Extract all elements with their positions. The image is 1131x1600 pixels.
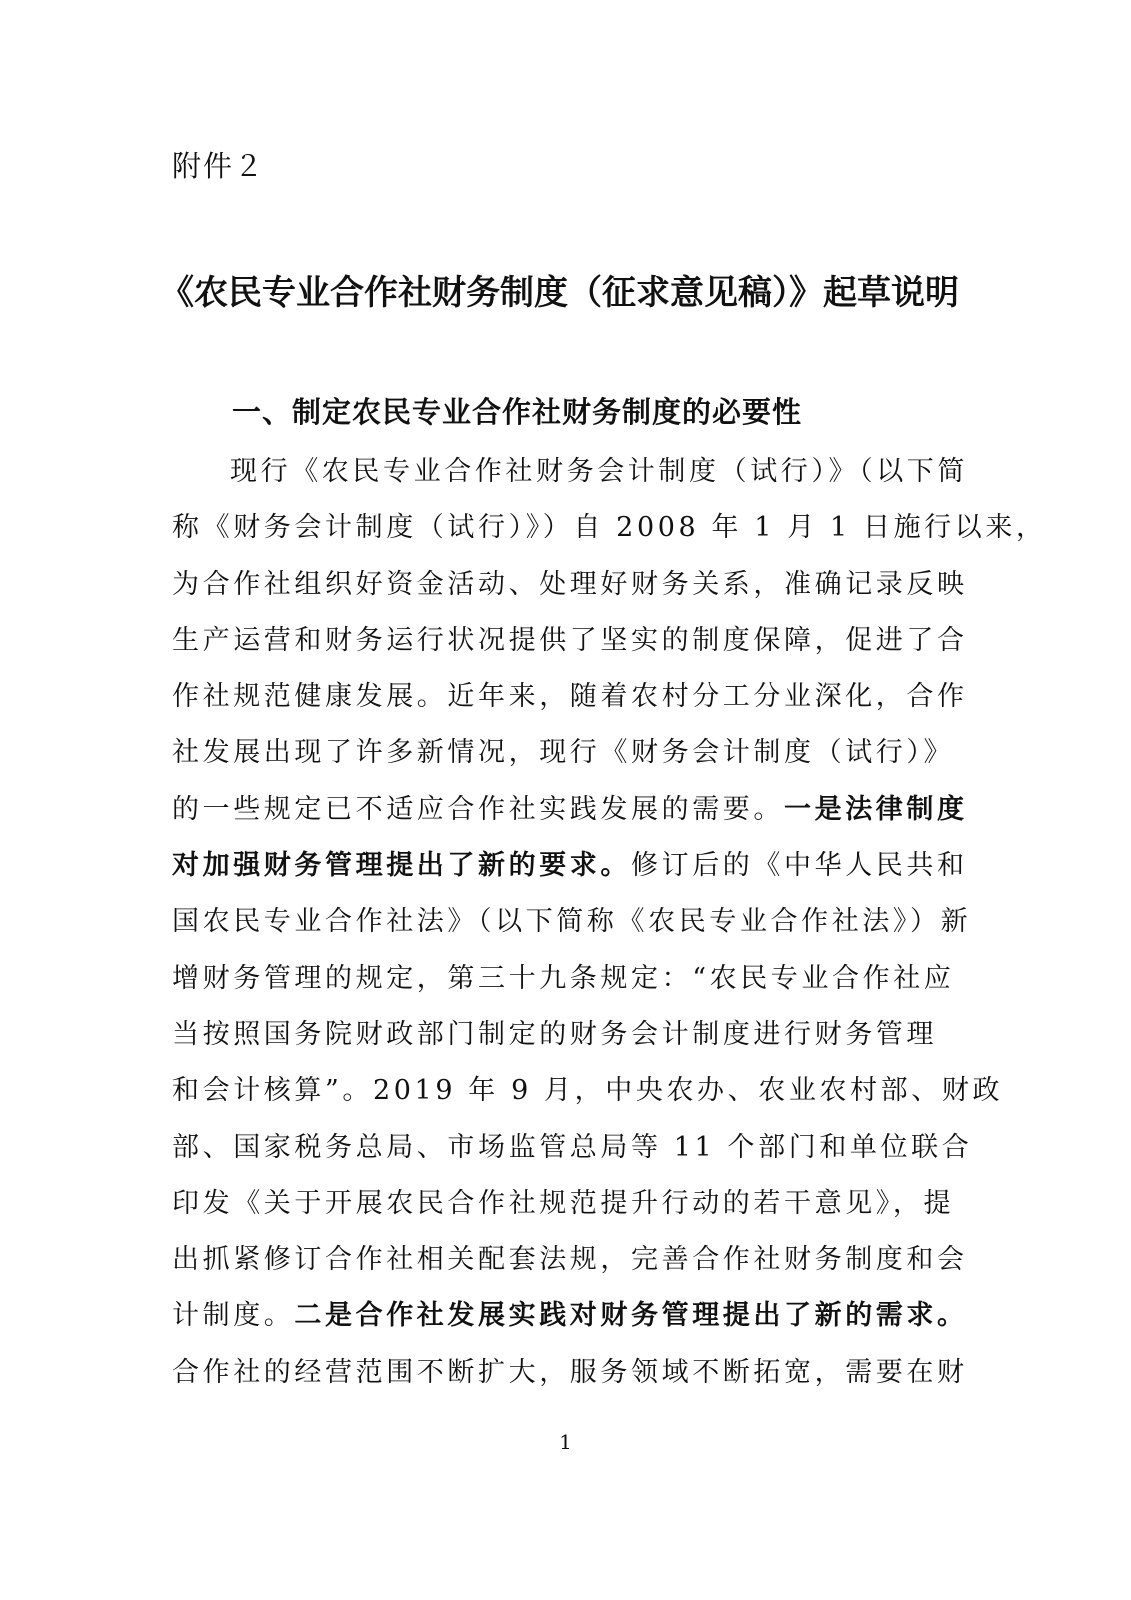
body-line (172, 669, 968, 725)
body-line (172, 838, 968, 894)
line-text: 为合作社组织好资金活动、处理好财务关系，准确记录反映 (172, 568, 968, 600)
body-line (172, 557, 968, 613)
line-text: 和会计核算”。2019 年 9 月，中央农办、农业农村部、财政 (172, 1075, 1004, 1107)
body-line (172, 1176, 955, 1232)
body-line (172, 1007, 952, 1063)
line-text: 作社规范健康发展。近年来，随着农村分工分业深化，合作 (172, 681, 968, 713)
document-title: 《农民专业合作社财务制度（征求意见稿）》起草说明 (160, 273, 959, 313)
emphasis-text: 对加强财务管理提出了新的要求。 (172, 850, 631, 882)
body-line (172, 782, 968, 838)
line-text: 社发展出现了许多新情况，现行《财务会计制度（试行）》 (172, 737, 955, 769)
line-text: 当按照国务院财政部门制定的财务会计制度进行财务管理 (172, 1018, 937, 1050)
body-line (172, 1063, 1004, 1119)
body-line (172, 613, 968, 669)
section-heading: 一、制定农民专业合作社财务制度的必要性 (232, 395, 803, 429)
line-text: 称《财务会计制度（试行）》）自 2008 年 1 月 1 日施行以来， (172, 512, 1047, 544)
attachment-label: 附件２ (172, 149, 266, 183)
line-text: 修订后的《中华人民共和 (631, 850, 968, 882)
body-line (172, 500, 1047, 556)
emphasis-text: 二是合作社发展实践对财务管理提出了新的需求。 (294, 1300, 968, 1332)
body-line (172, 444, 968, 500)
body-line (172, 1345, 968, 1401)
line-text: 印发《关于开展农民合作社规范提升行动的若干意见》，提 (172, 1187, 955, 1219)
line-text: 计制度。 (172, 1300, 295, 1332)
line-text: 生产运营和财务运行状况提供了坚实的制度保障，促进了合 (172, 624, 968, 656)
body-text (172, 444, 1047, 1401)
body-line (172, 1120, 973, 1176)
body-line (172, 1288, 968, 1344)
line-text: 部、国家税务总局、市场监管总局等 11 个部门和单位联合 (172, 1131, 973, 1163)
body-line (172, 894, 972, 950)
line-text: 增财务管理的规定，第三十九条规定：“农民专业合作社应 (172, 962, 955, 994)
line-text: 出抓紧修订合作社相关配套法规，完善合作社财务制度和会 (172, 1244, 968, 1276)
line-text: 的一些规定已不适应合作社实践发展的需要。 (172, 793, 784, 825)
line-text: 合作社的经营范围不断扩大，服务领域不断拓宽，需要在财 (172, 1356, 968, 1388)
line-text: 现行《农民专业合作社财务会计制度（试行）》（以下简 (230, 456, 968, 487)
body-line (172, 1232, 968, 1288)
body-line (172, 725, 955, 781)
line-text: 国农民专业合作社法》（以下简称《农民专业合作社法》）新 (172, 906, 972, 938)
emphasis-text: 一是法律制度 (784, 793, 968, 825)
body-line (172, 951, 955, 1007)
page-number: 1 (559, 1430, 572, 1454)
